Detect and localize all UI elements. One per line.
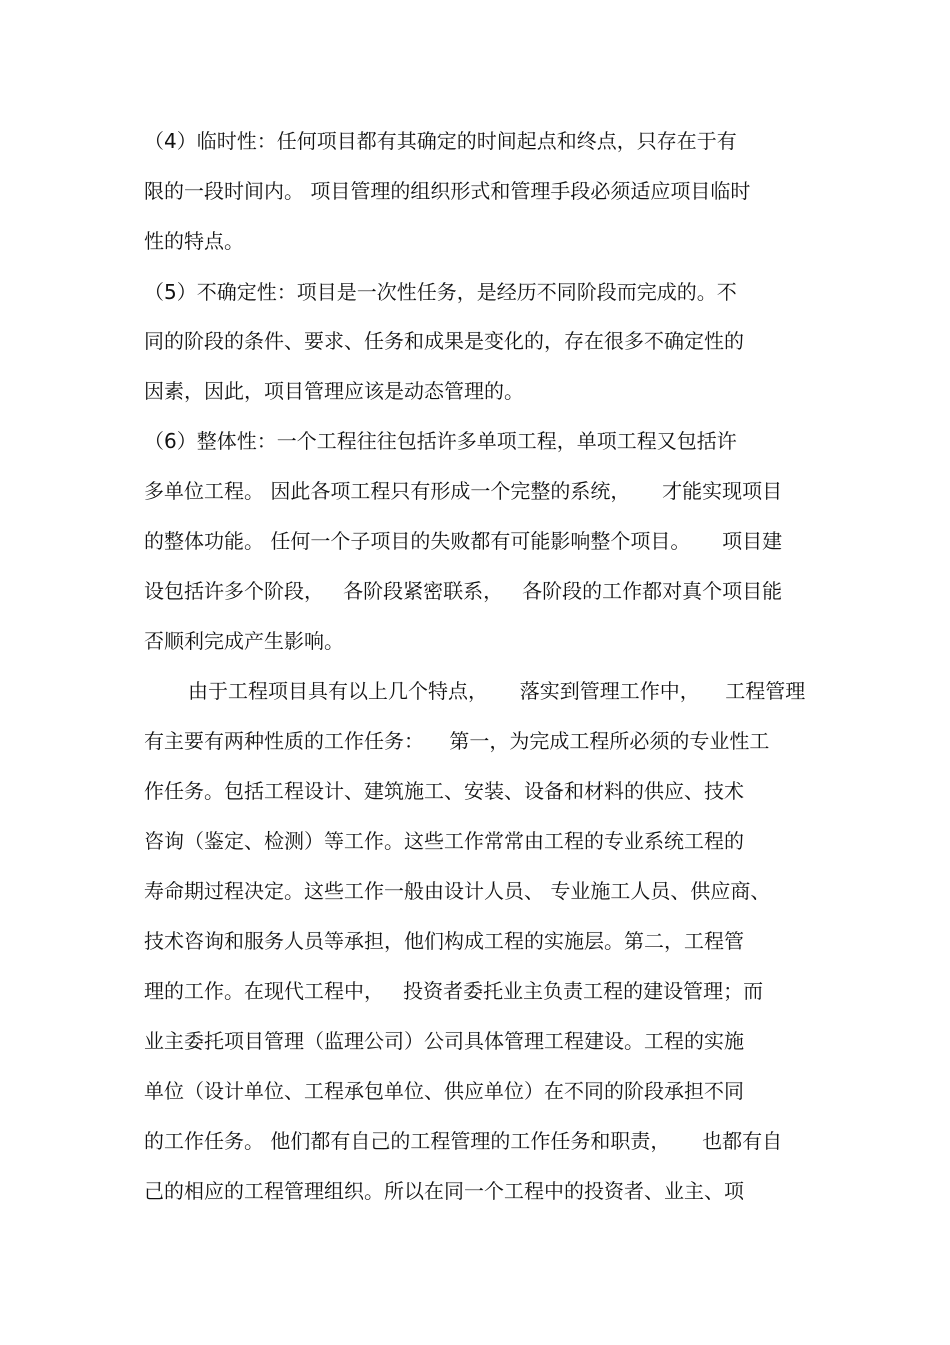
text-line: 限的一段时间内。 项目管理的组织形式和管理手段必须适应项目临时 <box>144 179 751 203</box>
text-line: 设包括许多个阶段， 各阶段紧密联系， 各阶段的工作都对真个项目能 <box>144 579 783 603</box>
text-line: 作任务。包括工程设计、建筑施工、安装、设备和材料的供应、技术 <box>144 779 744 803</box>
text-line: 由于工程项目具有以上几个特点， 落实到管理工作中， 工程管理 <box>188 679 806 703</box>
text-line: 业主委托项目管理（监理公司）公司具体管理工程建设。工程的实施 <box>144 1029 744 1053</box>
text-line: 同的阶段的条件、要求、任务和成果是变化的，存在很多不确定性的 <box>144 329 744 353</box>
text-line: （6）整体性：一个工程往往包括许多单项工程，单项工程又包括许 <box>144 429 737 453</box>
text-line: 多单位工程。 因此各项工程只有形成一个完整的系统， 才能实现项目 <box>144 479 783 503</box>
text-line: 技术咨询和服务人员等承担，他们构成工程的实施层。第二，工程管 <box>144 929 744 953</box>
text-line: （5）不确定性：项目是一次性任务，是经历不同阶段而完成的。不 <box>144 280 737 304</box>
text-line: 的整体功能。 任何一个子项目的失败都有可能影响整个项目。 项目建 <box>144 529 783 553</box>
text-line: 否顺利完成产生影响。 <box>144 629 344 653</box>
text-line: 寿命期过程决定。这些工作一般由设计人员、 专业施工人员、供应商、 <box>144 879 771 903</box>
text-line: 因素，因此，项目管理应该是动态管理的。 <box>144 379 524 403</box>
text-line: 的工作任务。 他们都有自己的工程管理的工作任务和职责， 也都有自 <box>144 1129 783 1153</box>
text-line: 单位（设计单位、工程承包单位、供应单位）在不同的阶段承担不同 <box>144 1079 744 1103</box>
text-line: （4）临时性：任何项目都有其确定的时间起点和终点，只存在于有 <box>144 129 737 153</box>
text-line: 理的工作。在现代工程中， 投资者委托业主负责工程的建设管理；而 <box>144 979 764 1003</box>
text-line: 性的特点。 <box>144 229 244 253</box>
text-line: 咨询（鉴定、检测）等工作。这些工作常常由工程的专业系统工程的 <box>144 829 744 853</box>
text-line: 己的相应的工程管理组织。所以在同一个工程中的投资者、业主、项 <box>144 1179 744 1203</box>
text-line: 有主要有两种性质的工作任务： 第一，为完成工程所必须的专业性工 <box>144 729 770 753</box>
